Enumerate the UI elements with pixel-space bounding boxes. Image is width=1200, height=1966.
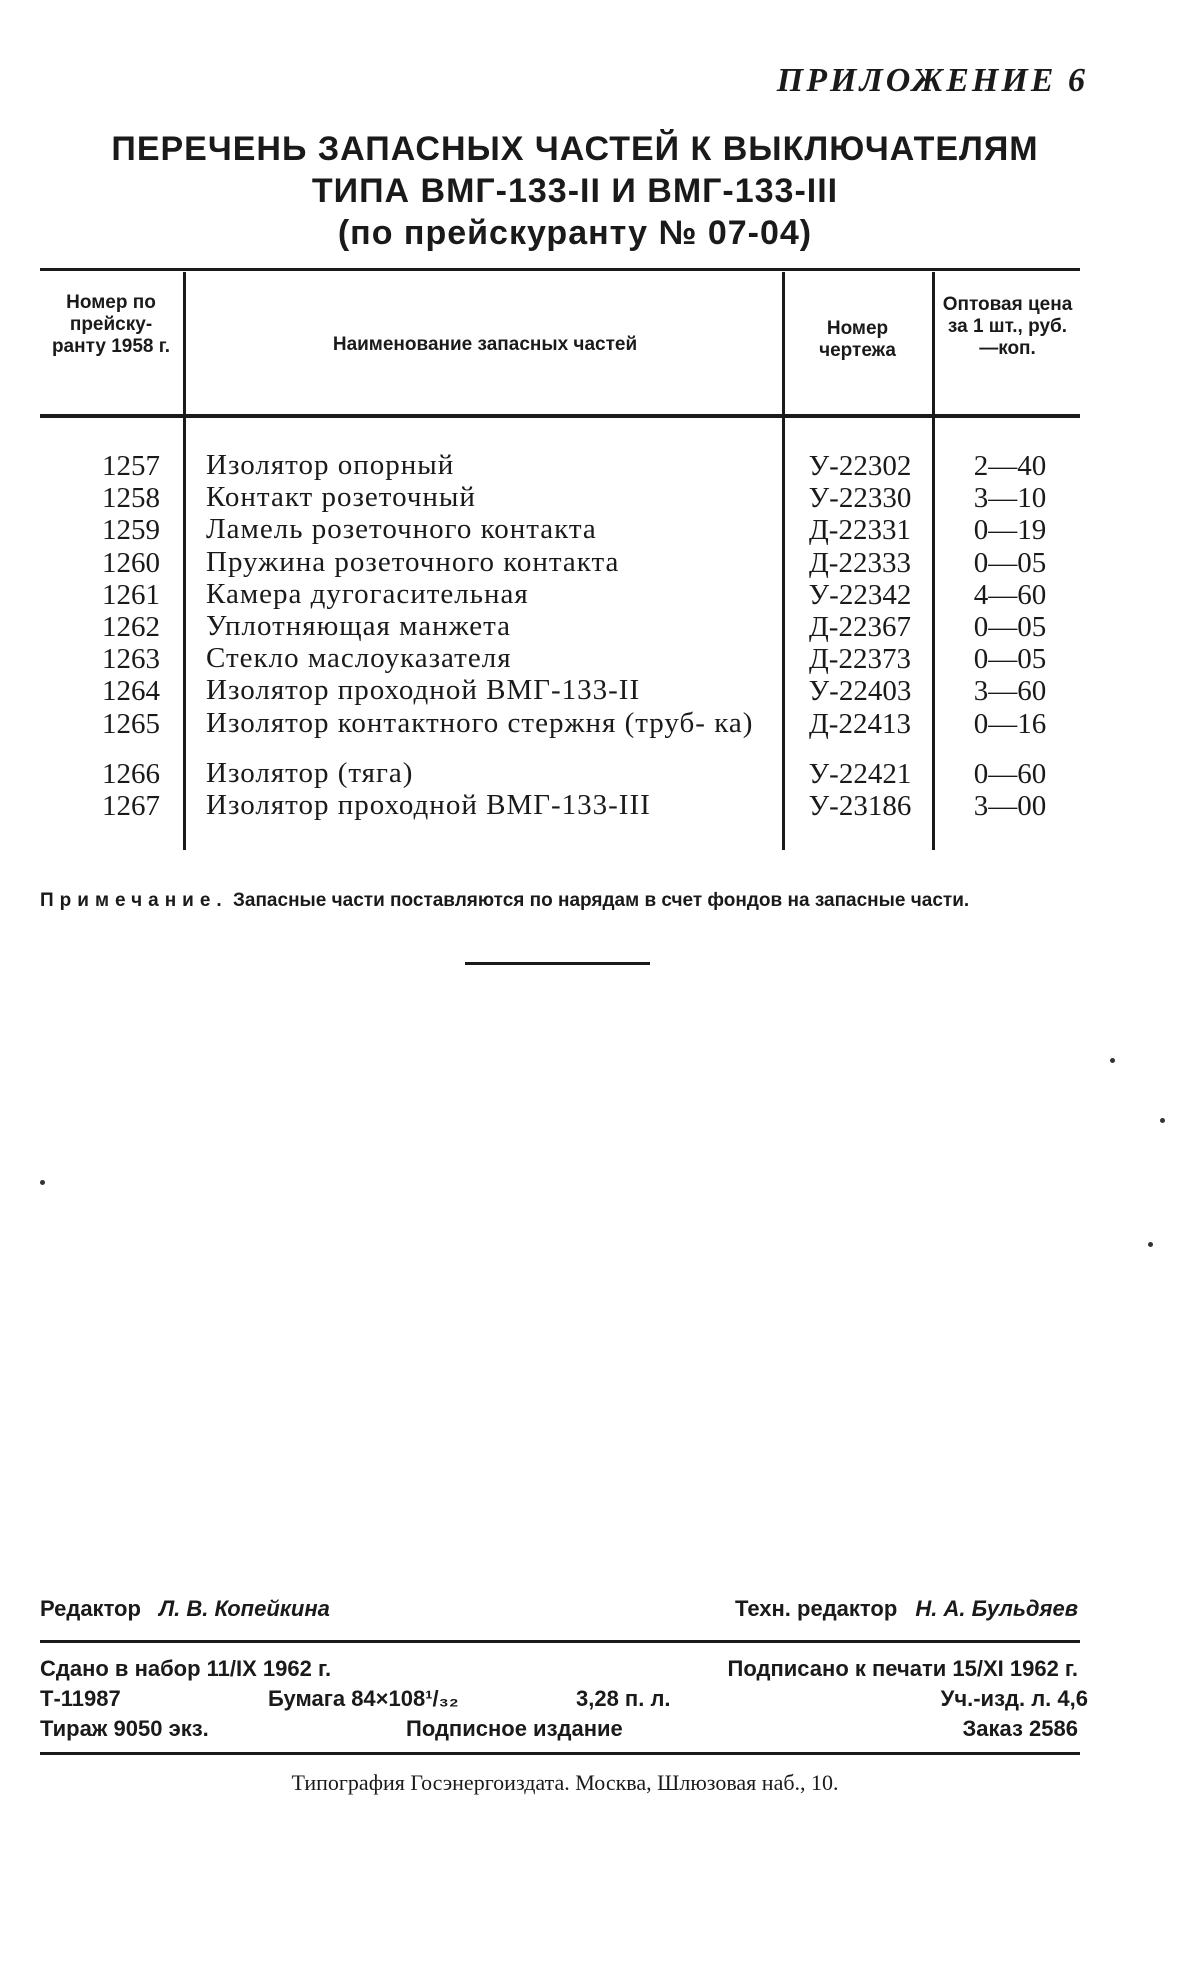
- row-number: 1258: [102, 482, 160, 515]
- row-part-name: Пружина розеточного контакта: [206, 545, 620, 578]
- imprint-submitted: Сдано в набор 11/IX 1962 г.: [40, 1656, 332, 1681]
- tech-editor-name: Н. А. Бульдяев: [915, 1596, 1078, 1621]
- row-drawing-number: Д-22413: [809, 707, 911, 740]
- imprint-subscription: Подписное издание: [406, 1716, 623, 1741]
- row-price: 0—05: [973, 643, 1047, 676]
- row-drawing-number: Д-22331: [809, 514, 911, 547]
- table-divider-3: [932, 272, 935, 850]
- row-drawing-number: У-22403: [808, 675, 912, 708]
- footnote: [40, 888, 1100, 913]
- row-number: 1262: [102, 611, 160, 643]
- imprint-bottom-rule: [40, 1752, 1080, 1755]
- document-title-line-3: (по прейскуранту № 07-04): [337, 214, 813, 252]
- row-price: 3—10: [973, 482, 1047, 515]
- footnote-text: Запасные части поставляются по нарядам в счет фондов на запасные части.: [232, 890, 970, 911]
- row-part-name: Изолятор опорный: [206, 449, 455, 481]
- row-part-name: Изолятор проходной ВМГ-133-II: [206, 674, 641, 707]
- row-price: 0—05: [973, 546, 1047, 579]
- row-price: 2—40: [973, 450, 1047, 482]
- row-drawing-number: У-22330: [808, 482, 912, 515]
- row-part-name: Ламель розеточного контакта: [206, 513, 597, 546]
- row-price: 4—60: [973, 578, 1047, 611]
- row-drawing-number: У-23186: [808, 789, 912, 822]
- print-speck: [40, 1180, 45, 1185]
- editor-label: Редактор: [40, 1596, 141, 1621]
- printer-imprint: Типография Госэнергоиздата. Москва, Шлюзовая наб., 10.: [291, 1770, 839, 1795]
- row-number: 1263: [102, 643, 160, 676]
- imprint-print-run: Тираж 9050 экз.: [40, 1716, 209, 1741]
- row-part-name: Изолятор проходной ВМГ-133-III: [206, 788, 651, 821]
- row-part-name: Изолятор (тяга): [206, 756, 414, 789]
- row-drawing-number: Д-22333: [809, 546, 911, 579]
- spare-parts-table: [0, 0, 1200, 870]
- appendix-label: ПРИЛОЖЕНИЕ 6: [776, 62, 1088, 99]
- row-drawing-number: У-22302: [808, 450, 912, 482]
- row-number: 1257: [102, 450, 160, 482]
- row-number: 1264: [102, 675, 160, 708]
- row-drawing-number: У-22342: [808, 578, 912, 611]
- row-number: 1267: [102, 789, 160, 822]
- imprint-order: Заказ 2586: [962, 1716, 1078, 1741]
- row-part-name: Контакт розеточный: [206, 481, 476, 514]
- row-price: 0—19: [973, 514, 1047, 547]
- table-divider-1: [183, 272, 186, 850]
- row-number: 1261: [102, 578, 160, 611]
- header-price-list-number: Номер по прейску- ранту 1958 г.: [51, 292, 171, 357]
- editor-name: Л. В. Копейкина: [159, 1596, 330, 1621]
- row-drawing-number: У-22421: [808, 757, 912, 790]
- imprint-edition-sheets: Уч.-изд. л. 4,6: [940, 1686, 1088, 1711]
- row-price: 0—05: [973, 611, 1047, 643]
- row-number: 1260: [102, 546, 160, 579]
- row-number: 1266: [102, 757, 160, 790]
- imprint-sheets: 3,28 п. л.: [576, 1686, 671, 1711]
- imprint-top-rule: [40, 1640, 1080, 1643]
- row-price: 0—60: [973, 757, 1047, 790]
- tech-editor-label: Техн. редактор: [735, 1596, 898, 1621]
- table-top-rule: [40, 268, 1080, 271]
- imprint-signed: Подписано к печати 15/XI 1962 г.: [727, 1656, 1078, 1681]
- print-speck: [1110, 1058, 1115, 1063]
- document-title-line-1: ПЕРЕЧЕНЬ ЗАПАСНЫХ ЧАСТЕЙ К ВЫКЛЮЧАТЕЛЯМ: [111, 130, 1039, 168]
- print-speck: [1148, 1242, 1153, 1247]
- row-drawing-number: Д-22367: [809, 611, 911, 643]
- document-title-line-2: ТИПА ВМГ-133-II И ВМГ-133-III: [311, 172, 839, 210]
- row-price: 3—00: [973, 789, 1047, 822]
- row-part-name: Стекло маслоуказателя: [206, 642, 512, 675]
- row-part-name: Изолятор контактного стержня (труб- ка): [206, 706, 754, 739]
- row-price: 3—60: [973, 675, 1047, 708]
- footnote-label: Примечание.: [40, 890, 228, 911]
- row-number: 1259: [102, 514, 160, 547]
- editor-credit: [40, 1596, 330, 1622]
- imprint-paper: Бумага 84×108¹/₃₂: [268, 1686, 459, 1711]
- row-price: 0—16: [973, 707, 1047, 740]
- header-drawing-number: Номер чертежа: [819, 318, 896, 361]
- row-part-name: Камера дугогасительная: [206, 577, 529, 610]
- row-part-name: Уплотняющая манжета: [206, 610, 512, 642]
- header-part-name: Наименование запасных частей: [332, 334, 638, 355]
- section-divider: [465, 962, 650, 965]
- row-drawing-number: Д-22373: [809, 643, 911, 676]
- print-speck: [1160, 1118, 1165, 1123]
- table-header-rule: [40, 414, 1080, 418]
- imprint-code: Т-11987: [40, 1686, 121, 1711]
- header-wholesale-price: Оптовая цена за 1 шт., руб.—коп.: [942, 294, 1073, 359]
- tech-editor-credit: [735, 1596, 1078, 1622]
- row-number: 1265: [102, 707, 160, 740]
